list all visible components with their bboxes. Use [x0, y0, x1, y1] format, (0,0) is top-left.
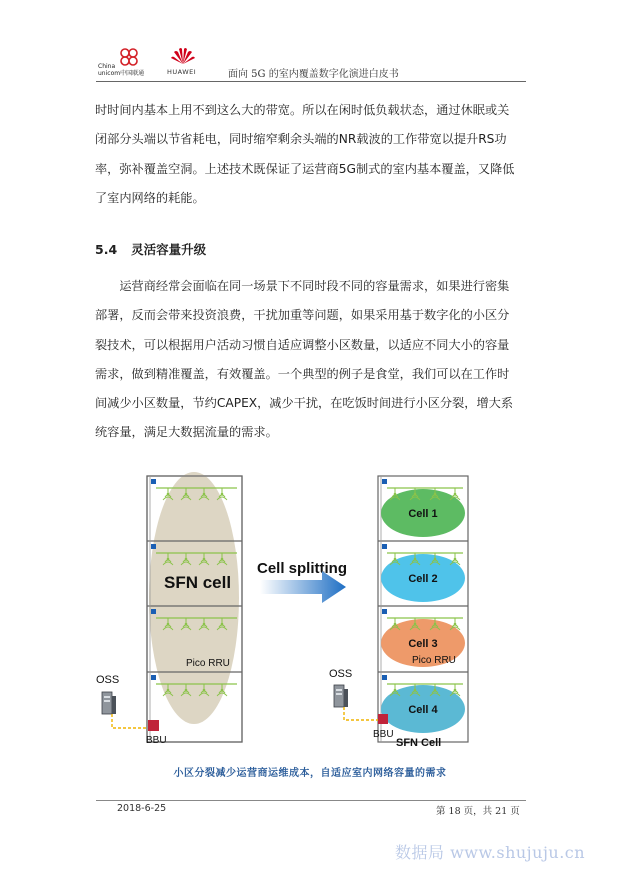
huawei-name: HUAWEI	[167, 68, 197, 76]
paragraph-1-line: 闭部分头端以节省耗电，同时缩窄剩余头端的NR载波的工作带宽以提升RS功	[95, 132, 507, 147]
right-oss-icon	[334, 685, 348, 707]
paragraph-2	[95, 272, 527, 448]
right-bbu-icon	[378, 714, 388, 724]
cell-splitting-diagram	[90, 470, 530, 760]
paragraph-2-line: 运营商经常会面临在同一场景下不同时段不同的容量需求，如果进行密集	[95, 279, 510, 293]
paragraph-2-line: 需求，做到精准覆盖，有效覆盖。一个典型的例子是食堂，我们可以在工作时	[95, 366, 510, 381]
sfn-cell-label: SFN cell	[164, 573, 232, 592]
sfn-cell-bottom-label: SFN Cell	[396, 737, 442, 749]
watermark: 数据局 www.shujuju.cn	[395, 843, 586, 862]
paragraph-1-line: 了室内网络的耗能。	[95, 190, 205, 205]
left-oss-icon	[102, 692, 116, 714]
huawei-logo-icon	[170, 46, 196, 66]
footer-page-number: 第 18 页，共 21 页	[436, 806, 520, 817]
paragraph-1-line: 率，弥补覆盖空洞。上述技术既保证了运营商5G制式的室内基本覆盖，又降低	[95, 161, 515, 176]
right-floor-switch-icon	[382, 609, 387, 614]
right-cell-label: Cell 4	[408, 704, 438, 716]
left-bbu-icon	[148, 720, 159, 731]
right-floor-switch-icon	[382, 479, 387, 484]
left-oss-link	[112, 714, 148, 728]
footer-date: 2018-6-25	[117, 803, 167, 814]
paragraph-2-line: 部署，反而会带来投资浪费，干扰加重等问题，如果采用基于数字化的小区分	[95, 308, 510, 323]
left-floor-switch-icon	[151, 609, 156, 614]
right-cell-label: Cell 3	[408, 638, 438, 650]
section-heading	[95, 240, 220, 258]
header-divider	[96, 81, 526, 82]
cell-splitting-label: Cell splitting	[257, 560, 347, 577]
right-oss-label: OSS	[329, 668, 353, 680]
left-floor-switch-icon	[151, 544, 156, 549]
right-oss-link	[344, 707, 378, 720]
paragraph-1-line: 时时间内基本上用不到这么大的带宽。所以在闲时低负载状态，通过休眠或关	[95, 103, 510, 117]
left-floor-switch-icon	[151, 675, 156, 680]
left-pico-rru-label: Pico RRU	[186, 658, 230, 669]
right-bbu-label: BBU	[373, 729, 394, 740]
footer-divider	[96, 800, 526, 801]
right-cell-label: Cell 1	[408, 508, 438, 520]
paragraph-2-line: 裂技术，可以根据用户活动习惯自适应调整小区数量，以适应不同大小的容量	[95, 337, 510, 352]
left-floor-switch-icon	[151, 479, 156, 484]
figure-caption: 小区分裂减少运营商运维成本，自适应室内网络容量的需求	[173, 768, 447, 779]
left-bbu-label: BBU	[146, 735, 167, 746]
paragraph-1	[95, 96, 527, 213]
left-oss-label: OSS	[96, 674, 120, 686]
sfn-cell-ellipse	[149, 472, 239, 724]
right-cell-label: Cell 2	[408, 573, 438, 585]
paragraph-2-line: 统容量，满足大数据流量的需求。	[95, 425, 278, 440]
right-pico-rru-label: Pico RRU	[412, 655, 456, 666]
section-number: 5.4	[95, 242, 118, 257]
section-title: 灵活容量升级	[131, 242, 207, 257]
header-title: 面向 5G 的室内覆盖数字化演进白皮书	[228, 69, 399, 80]
right-floor-switch-icon	[382, 675, 387, 680]
china-unicom-name: China unicom中国联通	[98, 63, 145, 77]
left-building	[147, 472, 242, 742]
paragraph-2-line: 间减少小区数量，节约CAPEX，减少干扰，在吃饭时间进行小区分裂，增大系	[95, 396, 514, 411]
right-floor-switch-icon	[382, 544, 387, 549]
